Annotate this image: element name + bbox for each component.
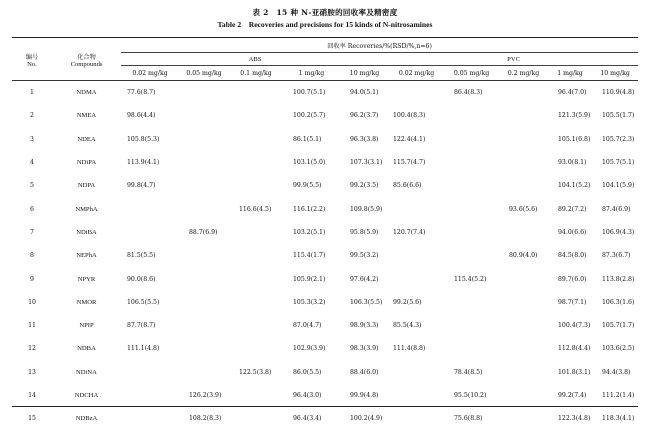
pvc-recovery-cell: 104.1(5.2) (558, 182, 591, 190)
pvc-recovery-cell (499, 221, 548, 244)
abs-recovery-cell: 90.0(8.6) (127, 275, 156, 283)
row-number: 2 (30, 112, 34, 120)
pvc-recovery-cell: 120.7(7.4) (393, 228, 426, 236)
pvc-recovery-cell: 106.3(1.6) (602, 298, 635, 306)
compound-name: NDBA (77, 345, 96, 353)
pvc-recovery-cell: 86.4(8.3) (454, 89, 483, 97)
abs-recovery-cell: 81.5(5.5) (127, 252, 156, 260)
pvc-recovery-cell: 111.2(1.4) (602, 392, 635, 399)
pvc-recovery-cell: 94.0(6.6) (558, 228, 587, 236)
pvc-recovery-cell: 80.9(4.0) (509, 252, 538, 260)
table-row (12, 104, 638, 127)
pvc-recovery-cell: 113.8(2.8) (602, 275, 635, 283)
pvc-recovery-cell: 98.7(7.1) (558, 298, 587, 306)
abs-recovery-cell: 105.9(2.1) (293, 275, 326, 283)
row-number: 7 (30, 228, 34, 236)
row-number: 15 (28, 415, 36, 423)
pvc-recovery-cell: 75.6(8.8) (454, 415, 483, 423)
pvc-recovery-cell (499, 314, 548, 337)
pvc-recovery-cell (444, 314, 499, 337)
pvc-recovery-cell: 85.6(6.6) (393, 182, 422, 190)
row-number: 9 (30, 275, 34, 283)
abs-recovery-cell (121, 197, 179, 220)
table-row (12, 267, 638, 290)
abs-recovery-cell (179, 361, 229, 384)
abs-recovery-cell: 108.2(8.3) (189, 415, 222, 423)
pvc-recovery-cell (444, 151, 499, 174)
pvc-recovery-cell: 89.7(6.0) (558, 275, 587, 283)
abs-recovery-cell (179, 337, 229, 360)
pvc-recovery-cell (444, 104, 499, 127)
pvc-recovery-cell: 101.8(3.1) (558, 368, 591, 376)
table-row (12, 81, 638, 105)
pvc-group-header: PVC (389, 53, 638, 66)
abs-recovery-cell: 96.3(3.8) (350, 135, 379, 143)
pvc-recovery-cell: 115.4(5.2) (454, 275, 487, 283)
compound-name: NDMA (76, 89, 97, 97)
pvc-recovery-cell: 105.7(2.3) (602, 135, 635, 143)
abs-recovery-cell: 109.8(5.9) (350, 205, 383, 213)
row-number: 13 (28, 368, 36, 376)
pvc-recovery-cell: 112.8(4.4) (558, 345, 591, 353)
pvc-recovery-cell (499, 407, 548, 430)
abs-recovery-cell: 100.7(5.1) (293, 89, 326, 97)
table-row (12, 291, 638, 314)
abs-recovery-cell (229, 174, 283, 197)
pvc-recovery-cell: 85.5(4.3) (393, 322, 422, 330)
recovery-header: 回收率 Recoveries/%(RSD/%,n=6) (121, 39, 638, 53)
compound-name: NPYR (77, 275, 96, 283)
pvc-recovery-cell (389, 81, 444, 105)
bottom-rule (12, 406, 638, 407)
abs-recovery-cell (121, 384, 179, 407)
pvc-recovery-cell (499, 291, 548, 314)
abs-recovery-cell: 105.8(5.3) (127, 135, 160, 143)
pvc-recovery-cell: 104.1(5.9) (602, 182, 635, 190)
abs-recovery-cell: 96.2(3.7) (350, 112, 379, 120)
abs-level-header: 0.02 mg/kg (132, 69, 168, 77)
abs-recovery-cell (179, 291, 229, 314)
pvc-recovery-cell (444, 291, 499, 314)
compound-header-cn: 化合物 (77, 53, 96, 61)
abs-recovery-cell: 97.6(4.2) (350, 275, 379, 283)
abs-recovery-cell: 86.0(5.5) (293, 368, 322, 376)
compound-name: NDEA (77, 135, 96, 143)
compound-name: NMPhA (75, 205, 98, 213)
pvc-recovery-cell (499, 267, 548, 290)
pvc-recovery-cell: 93.0(8.1) (558, 159, 587, 167)
abs-recovery-cell (121, 407, 179, 430)
row-number: 4 (30, 159, 34, 167)
abs-recovery-cell: 99.9(4.8) (350, 392, 379, 399)
abs-recovery-cell: 113.9(4.1) (127, 159, 160, 167)
pvc-recovery-cell: 87.4(6.9) (602, 205, 631, 213)
table-row (12, 384, 638, 407)
abs-recovery-cell: 94.0(5.1) (350, 89, 379, 97)
pvc-level-header: 10 mg/kg (600, 69, 630, 77)
compound-name: NDPA (77, 182, 96, 190)
pvc-recovery-cell (499, 81, 548, 105)
pvc-recovery-cell: 105.5(1.7) (602, 112, 635, 120)
row-number: 3 (30, 135, 34, 143)
abs-recovery-cell: 88.7(6.9) (189, 228, 218, 236)
compound-header (52, 39, 121, 81)
table-row (12, 337, 638, 360)
compound-name: NDiPA (76, 159, 97, 167)
abs-recovery-cell: 106.3(5.5) (350, 298, 383, 306)
abs-group-header: ABS (121, 53, 389, 66)
abs-recovery-cell (179, 81, 229, 105)
abs-recovery-cell (229, 221, 283, 244)
compound-name: NDCHA (74, 392, 99, 399)
abs-recovery-cell: 102.9(3.9) (293, 345, 326, 353)
pvc-recovery-cell (444, 337, 499, 360)
pvc-recovery-cell (444, 174, 499, 197)
abs-recovery-cell (229, 291, 283, 314)
pvc-recovery-cell (499, 104, 548, 127)
abs-recovery-cell: 98.9(3.3) (350, 322, 379, 330)
abs-recovery-cell: 105.3(3.2) (293, 298, 326, 306)
pvc-level-header: 1 mg/kg (557, 69, 583, 77)
abs-recovery-cell: 95.8(5.9) (350, 228, 379, 236)
abs-recovery-cell (229, 128, 283, 151)
abs-recovery-cell (229, 267, 283, 290)
compound-name: NEPhA (76, 252, 97, 260)
pvc-recovery-cell: 111.4(8.8) (393, 345, 426, 353)
pvc-recovery-cell: 78.4(8.5) (454, 368, 483, 376)
pvc-recovery-cell (389, 197, 444, 220)
row-number: 11 (28, 322, 36, 330)
abs-recovery-cell: 103.1(5.0) (293, 159, 326, 167)
abs-recovery-cell: 77.6(8.7) (127, 89, 156, 97)
abs-recovery-cell: 96.4(3.0) (293, 392, 322, 399)
pvc-recovery-cell (389, 267, 444, 290)
pvc-recovery-cell: 118.3(4.1) (602, 415, 635, 423)
pvc-recovery-cell (444, 221, 499, 244)
compound-name: NDiBA (76, 228, 97, 236)
abs-recovery-cell (229, 314, 283, 337)
pvc-recovery-cell (444, 244, 499, 267)
abs-recovery-cell: 100.2(5.7) (293, 112, 326, 120)
pvc-recovery-cell: 110.9(4.8) (602, 89, 635, 97)
abs-recovery-cell: 87.7(8.7) (127, 322, 156, 330)
abs-recovery-cell: 115.4(1.7) (293, 252, 326, 260)
abs-recovery-cell: 99.9(5.5) (293, 182, 322, 190)
abs-recovery-cell: 99.8(4.7) (127, 182, 156, 190)
abs-level-header: 0.1 mg/kg (240, 69, 272, 77)
abs-recovery-cell: 103.2(5.1) (293, 228, 326, 236)
pvc-recovery-cell: 84.5(8.0) (558, 252, 587, 260)
table-row (12, 244, 638, 267)
abs-recovery-cell (229, 104, 283, 127)
pvc-recovery-cell (499, 361, 548, 384)
abs-recovery-cell: 88.4(6.0) (350, 368, 379, 376)
no-header-cn: 编号 (25, 53, 39, 61)
pvc-recovery-cell (499, 337, 548, 360)
abs-recovery-cell (229, 81, 283, 105)
abs-recovery-cell: 116.6(4.5) (239, 205, 272, 213)
abs-recovery-cell: 107.3(3.1) (350, 159, 383, 167)
pvc-recovery-cell: 121.3(5.9) (558, 112, 591, 120)
pvc-recovery-cell: 105.1(6.8) (558, 135, 591, 143)
abs-recovery-cell (121, 221, 179, 244)
row-number: 10 (28, 298, 36, 306)
pvc-recovery-cell: 89.2(7.2) (558, 205, 587, 213)
pvc-level-header: 0.02 mg/kg (398, 69, 435, 77)
compound-name: NDiNA (76, 368, 97, 376)
abs-recovery-cell: 87.0(4.7) (293, 322, 322, 330)
abs-recovery-cell (179, 197, 229, 220)
pvc-recovery-cell: 122.3(4.8) (558, 415, 591, 423)
pvc-recovery-cell (499, 174, 548, 197)
abs-level-header: 1 mg/kg (298, 69, 325, 77)
pvc-recovery-cell: 105.7(5.1) (602, 159, 635, 167)
pvc-recovery-cell: 87.3(6.7) (602, 252, 631, 260)
pvc-recovery-cell: 106.9(4.3) (602, 228, 635, 236)
pvc-recovery-cell (389, 407, 444, 430)
row-number: 5 (30, 182, 34, 190)
pvc-recovery-cell: 95.5(10.2) (454, 392, 487, 399)
table-row (12, 128, 638, 151)
table-row (12, 197, 638, 220)
abs-recovery-cell (179, 151, 229, 174)
pvc-recovery-cell: 99.2(7.4) (558, 392, 587, 399)
abs-recovery-cell (229, 337, 283, 360)
pvc-recovery-cell: 100.4(7.3) (558, 322, 591, 330)
table-row (12, 314, 638, 337)
abs-recovery-cell (229, 384, 283, 407)
pvc-recovery-cell: 93.6(5.6) (509, 205, 538, 213)
abs-recovery-cell: 111.1(4.8) (127, 345, 160, 353)
no-header-en: No. (27, 60, 37, 68)
table-row (12, 174, 638, 197)
pvc-recovery-cell (389, 361, 444, 384)
compound-header-en: Compounds (70, 60, 103, 68)
abs-recovery-cell (229, 407, 283, 430)
pvc-recovery-cell (444, 197, 499, 220)
table-row (12, 151, 638, 174)
pvc-recovery-cell: 105.7(1.7) (602, 322, 635, 330)
abs-recovery-cell (179, 128, 229, 151)
pvc-recovery-cell: 96.4(7.0) (558, 89, 587, 97)
table-row (12, 407, 638, 430)
abs-level-header: 0.05 mg/kg (186, 69, 222, 77)
no-header (12, 39, 52, 81)
table-caption-chinese: 表 2 15 种 N-亚硝胺的回收率及精密度 (252, 8, 398, 17)
pvc-recovery-cell (444, 128, 499, 151)
compound-name: NMOR (76, 298, 97, 306)
compound-name: NMEA (76, 112, 97, 120)
abs-recovery-cell: 106.5(5.5) (127, 298, 160, 306)
pvc-recovery-cell (499, 128, 548, 151)
abs-recovery-cell: 99.5(3.2) (350, 252, 379, 260)
compound-name: NPIP (79, 322, 94, 330)
abs-recovery-cell: 98.6(4.4) (127, 112, 156, 120)
abs-recovery-cell: 99.2(3.5) (350, 182, 379, 190)
pvc-level-header: 0.05 mg/kg (453, 69, 490, 77)
compound-name: NDBzA (75, 415, 98, 423)
pvc-recovery-cell: 100.4(8.3) (393, 112, 426, 120)
abs-recovery-cell (121, 361, 179, 384)
abs-recovery-cell (179, 244, 229, 267)
pvc-recovery-cell: 115.7(4.7) (393, 159, 426, 167)
pvc-level-header: 0.2 mg/kg (507, 69, 540, 77)
row-number: 8 (30, 252, 34, 260)
row-number: 1 (30, 89, 34, 97)
pvc-recovery-cell (389, 384, 444, 407)
row-number: 6 (30, 205, 34, 213)
row-number: 14 (28, 392, 36, 399)
abs-recovery-cell: 100.2(4.9) (350, 415, 383, 423)
abs-recovery-cell: 86.1(5.1) (293, 135, 322, 143)
abs-recovery-cell: 126.2(3.9) (189, 392, 222, 399)
pvc-recovery-cell: 94.4(3.8) (602, 368, 631, 376)
abs-recovery-cell (179, 104, 229, 127)
top-rule (12, 37, 638, 38)
pvc-recovery-cell (499, 384, 548, 407)
abs-recovery-cell (179, 314, 229, 337)
abs-recovery-cell (179, 267, 229, 290)
pvc-recovery-cell: 103.6(2.5) (602, 345, 635, 353)
pvc-recovery-cell (389, 244, 444, 267)
pvc-recovery-cell: 99.2(5.6) (393, 298, 422, 306)
pvc-recovery-cell (499, 151, 548, 174)
abs-recovery-cell: 98.3(3.9) (350, 345, 379, 353)
abs-recovery-cell (179, 174, 229, 197)
abs-recovery-cell: 96.4(3.4) (293, 415, 322, 423)
pvc-recovery-cell: 122.4(4.1) (393, 135, 426, 143)
table-caption-english: Table 2 Recoveries and precisions for 15 kinds of N-nitrosamines (217, 20, 433, 29)
table-row (12, 221, 638, 244)
abs-level-header: 10 mg/kg (349, 69, 380, 77)
abs-recovery-cell (229, 151, 283, 174)
row-number: 12 (28, 345, 36, 353)
abs-recovery-cell: 122.5(3.8) (239, 368, 272, 376)
table-row (12, 361, 638, 384)
abs-recovery-cell: 116.1(2.2) (293, 205, 326, 213)
recovery-table (12, 39, 638, 430)
abs-recovery-cell (229, 244, 283, 267)
